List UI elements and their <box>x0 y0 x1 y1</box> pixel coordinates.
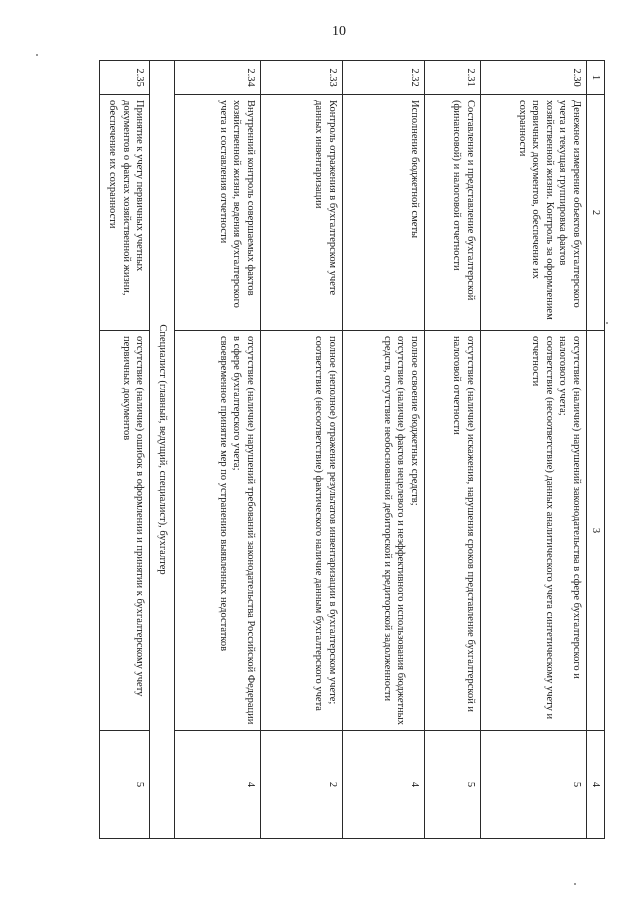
scan-speck <box>574 883 576 885</box>
page-number: 10 <box>332 24 346 39</box>
criteria-line: полное освоение бюджетных средств; <box>408 336 420 506</box>
row-score: 5 <box>100 731 150 839</box>
row-function: Денежное измерение объектов бухгалтерского учета и текущая группировка фактов хозяйственной жизни. Контроль за оформлением первичных документов, обеспечение их сохранности <box>480 95 586 331</box>
criteria-line: отсутствие (наличие) ошибок в оформлении и принятии к бухгалтерскому учету первичных документов <box>120 336 146 697</box>
row-function: Принятие к учету первичных учетных документов о фактах хозяйственной жизни, обеспечение их сохранности <box>100 95 150 331</box>
header-row <box>586 61 604 839</box>
criteria-line: полное (неполное) отражение результатов инвентаризации в бухгалтерском учете; <box>326 336 338 705</box>
criteria-line: отсутствие (наличие) искажения, нарушения сроков представление бухгалтерской и налоговой отчетности <box>451 336 476 713</box>
column-header-1: 1 <box>586 61 604 95</box>
section-title: Специалист (главный, ведущий, специалист), бухгалтер <box>150 61 174 839</box>
table-row <box>174 61 260 839</box>
row-function: Внутренний контроль совершаемых фактов хозяйственной жизни, ведения бухгалтерского учета и составления отчетности <box>174 95 260 331</box>
row-score: 5 <box>480 731 586 839</box>
evaluation-table <box>99 60 605 839</box>
row-score: 4 <box>174 731 260 839</box>
row-function: Контроль отражения в бухгалтерском учете данных инвентаризации <box>260 95 342 331</box>
row-criteria <box>174 331 260 731</box>
row-number: 2.34 <box>174 61 260 95</box>
row-criteria <box>100 331 150 731</box>
rotated-table-container <box>107 60 605 838</box>
scan-speck <box>36 54 38 56</box>
criteria-line: своевременное принятие мер по устранению выявленных недостатков <box>217 336 229 652</box>
table-row <box>260 61 342 839</box>
row-score: 5 <box>424 731 480 839</box>
section-header-row <box>150 61 174 839</box>
column-header-3: 3 <box>586 331 604 731</box>
table-row <box>342 61 424 839</box>
row-number: 2.32 <box>342 61 424 95</box>
criteria-line: отсутствие (наличие) нарушений требований законодательства Российской Федерации в сфере бухгалтерского учета; <box>231 336 256 725</box>
row-number: 2.30 <box>480 61 586 95</box>
row-criteria <box>260 331 342 731</box>
row-score: 2 <box>260 731 342 839</box>
criteria-line: соответствие (несоответствие) фактического наличие данным бухгалтерского учета <box>313 336 325 711</box>
row-function: Исполнение бюджетной сметы <box>342 95 424 331</box>
table-row <box>480 61 586 839</box>
row-criteria <box>480 331 586 731</box>
row-number: 2.33 <box>260 61 342 95</box>
criteria-line: отсутствие (наличие) нарушений законодательства в сфере бухгалтерского и налогового учета; <box>557 336 582 679</box>
row-score: 4 <box>342 731 424 839</box>
row-criteria <box>424 331 480 731</box>
row-number: 2.31 <box>424 61 480 95</box>
table-row <box>100 61 150 839</box>
column-header-4: 4 <box>586 731 604 839</box>
row-number: 2.35 <box>100 61 150 95</box>
row-function: Составление и представление бухгалтерской (финансовой) и налоговой отчетности <box>424 95 480 331</box>
table-row <box>424 61 480 839</box>
row-criteria <box>342 331 424 731</box>
scan-speck <box>606 322 608 324</box>
column-header-2: 2 <box>586 95 604 331</box>
criteria-line: соответствие (несоответствие) данных аналитического учета синтетическому учету и отчетности <box>530 336 555 720</box>
criteria-line: отсутствие (наличие) фактов нецелевого и неэффективного использования бюджетных средств, отсутствие необоснованной дебиторской и кредиторской задолженности <box>381 336 407 725</box>
